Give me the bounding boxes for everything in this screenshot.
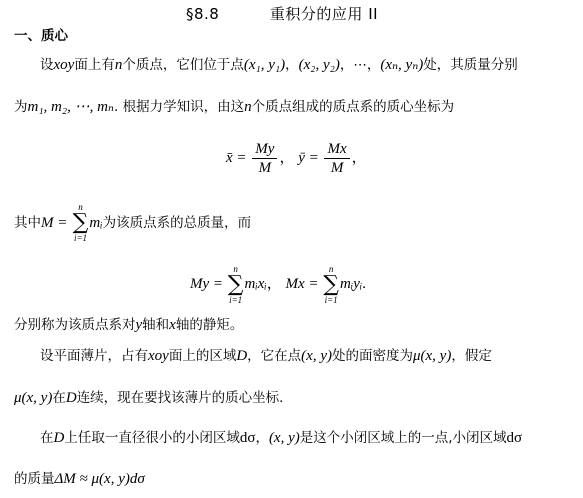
- text: ，它在点: [247, 348, 302, 364]
- section-title: 重积分的应用 II: [269, 5, 379, 23]
- math: x: [169, 317, 176, 333]
- math: dσ: [239, 430, 256, 446]
- text: 个质点组成的质点系的质心坐标为: [251, 99, 455, 115]
- text: ，⋯，: [339, 57, 381, 73]
- moment-formula: [190, 264, 366, 305]
- math: x̄ =: [226, 150, 247, 166]
- math: ΔM ≈ μ(x, y)dσ: [54, 471, 145, 487]
- paragraph-6: [14, 388, 283, 408]
- text: 的质量: [14, 471, 55, 487]
- text: ，: [279, 150, 295, 166]
- text: 轴的静矩。: [175, 317, 244, 333]
- math: D: [53, 430, 65, 446]
- text: 个质点，它们位于点: [122, 57, 244, 73]
- text: 在: [40, 430, 54, 446]
- math: ȳ =: [298, 150, 319, 166]
- math: xoy: [148, 348, 169, 364]
- paragraph-3: [14, 203, 251, 243]
- math: (xₙ, yₙ): [380, 57, 424, 73]
- fraction: $\frac{Mx}{M}$: [324, 140, 349, 177]
- text: 设平面薄片，占有: [40, 348, 148, 364]
- text: 面上的区域: [168, 348, 237, 364]
- fraction: $\frac{My}{M}$: [252, 140, 277, 177]
- section-heading: 一、质心: [14, 28, 68, 44]
- paragraph-1: [40, 55, 518, 75]
- math: Mx =: [285, 276, 319, 292]
- summation: n ∑ i=1: [227, 263, 244, 305]
- text: 面上有: [74, 57, 115, 73]
- paragraph-8: [14, 469, 145, 489]
- paragraph-4: [14, 315, 243, 335]
- math: (x, y): [268, 430, 300, 446]
- text: 在: [52, 390, 66, 406]
- math: (x₁, y₁): [243, 57, 286, 73]
- text: ，: [351, 150, 367, 166]
- text: ，: [255, 430, 269, 446]
- math: dσ: [506, 430, 523, 446]
- text: .: [362, 276, 367, 292]
- math: n: [114, 57, 123, 73]
- math: μ(x, y): [412, 348, 452, 364]
- text: 上任取一直径很小的小闭区域: [64, 430, 240, 446]
- summation: n ∑ i=1: [72, 202, 89, 243]
- text: ，: [285, 57, 299, 73]
- paragraph-5: [40, 346, 492, 366]
- paragraph-2: [14, 97, 454, 117]
- centroid-formula: [226, 138, 367, 178]
- math: m₁, m₂, ⋯, mₙ: [27, 99, 115, 115]
- page-title: [186, 4, 378, 24]
- text: . 根据力学知识，由这: [114, 99, 245, 115]
- text: 连续，现在要找该薄片的质心坐标.: [76, 390, 284, 406]
- math: D: [65, 390, 77, 406]
- math: n: [244, 99, 252, 115]
- text: 是这个小闭区域上的一点,小闭区域: [299, 430, 507, 446]
- summation: n ∑ i=1: [323, 263, 340, 305]
- math: (x, y): [301, 348, 332, 364]
- text: 为: [14, 99, 28, 115]
- text: 轴和: [142, 317, 170, 333]
- math: y: [135, 317, 143, 333]
- text: 其中: [14, 215, 41, 231]
- text: 处，其质量分别: [423, 57, 518, 73]
- text: 分别称为该质点系对: [14, 317, 136, 333]
- math: mᵢxᵢ: [244, 276, 267, 292]
- text: 为该质点系的总质量，而: [102, 215, 252, 231]
- math: μ(x, y): [14, 390, 53, 406]
- text: 处的面密度为: [331, 348, 413, 364]
- text: ，: [266, 276, 282, 292]
- math: mᵢ: [89, 215, 103, 231]
- text: 设: [40, 57, 54, 73]
- math: (x₂, y₂): [298, 57, 340, 73]
- math: D: [236, 348, 248, 364]
- math: My =: [190, 276, 224, 292]
- math: mᵢyᵢ: [340, 276, 363, 292]
- paragraph-7: [40, 428, 522, 448]
- math: M =: [41, 215, 68, 231]
- text: ，假定: [451, 348, 492, 364]
- section-number: §8.8: [186, 5, 220, 23]
- math: xoy: [53, 57, 75, 73]
